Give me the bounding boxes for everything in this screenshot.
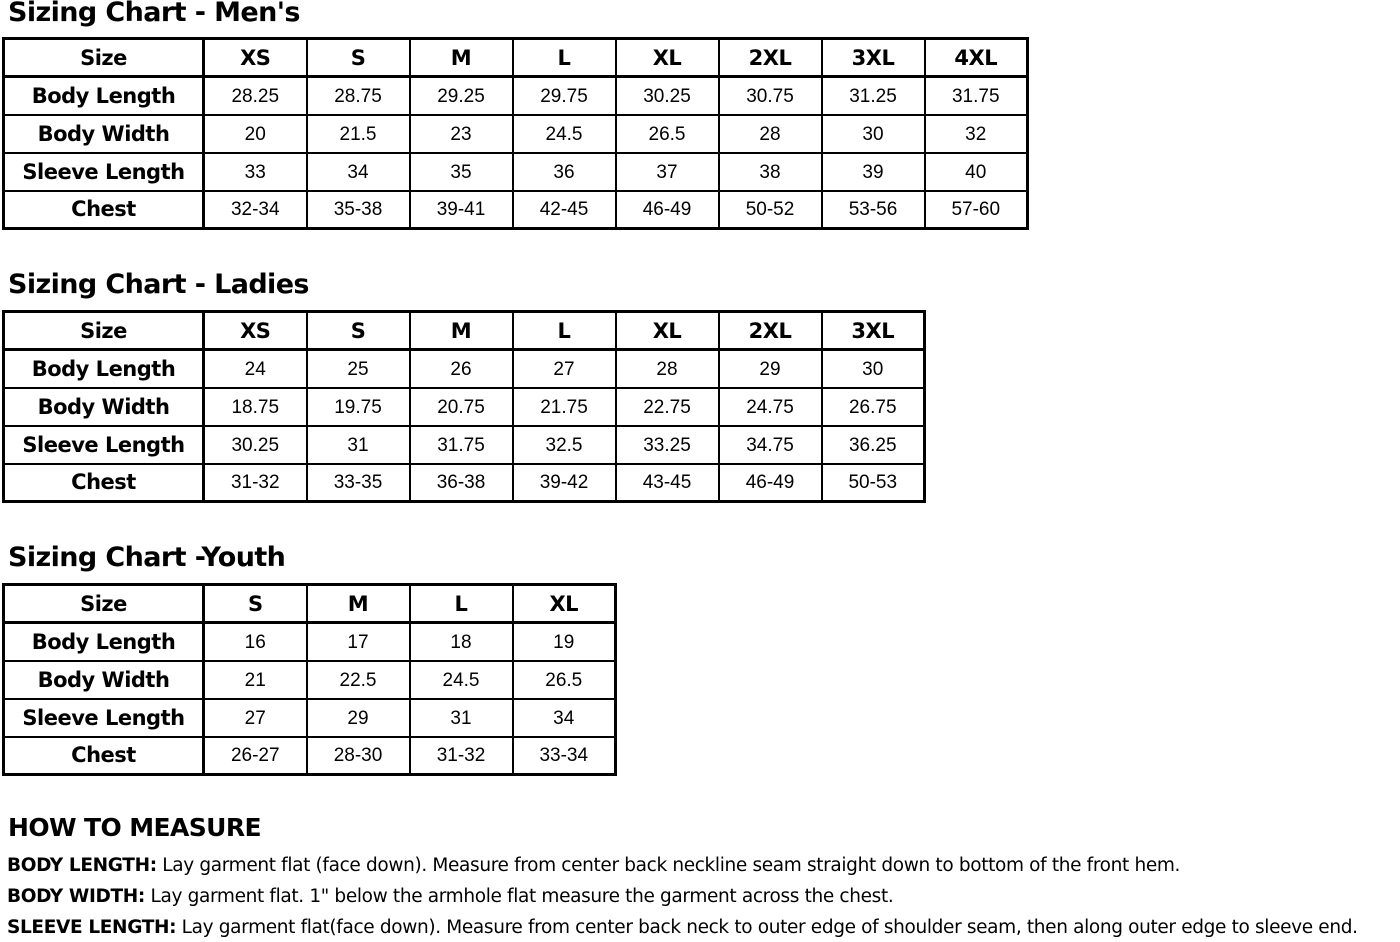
table-cell: 33-34 bbox=[513, 737, 616, 775]
table-cell: 26.75 bbox=[822, 388, 925, 426]
table-cell: 39 bbox=[822, 153, 925, 191]
sizing-table-mens bbox=[2, 37, 1029, 230]
header-row bbox=[4, 39, 1028, 77]
measure-text: Lay garment flat(face down). Measure from center back neck to outer edge of shoulder seam, then along outer edge to sleeve end. bbox=[176, 917, 1358, 938]
table-cell: 57-60 bbox=[925, 191, 1028, 229]
table-row bbox=[4, 115, 1028, 153]
table-cell: 31 bbox=[307, 426, 410, 464]
size-column-header: S bbox=[204, 585, 307, 623]
table-cell: 26.5 bbox=[616, 115, 719, 153]
table-cell: 31.75 bbox=[925, 77, 1028, 115]
size-column-header: S bbox=[307, 312, 410, 350]
table-cell: 50-52 bbox=[719, 191, 822, 229]
size-column-header: 4XL bbox=[925, 39, 1028, 77]
table-cell: 22.75 bbox=[616, 388, 719, 426]
table-cell: 27 bbox=[513, 350, 616, 388]
table-row bbox=[4, 426, 925, 464]
row-label: Chest bbox=[4, 191, 204, 229]
table-cell: 38 bbox=[719, 153, 822, 191]
size-column-header: XL bbox=[616, 39, 719, 77]
table-cell: 32-34 bbox=[204, 191, 307, 229]
table-cell: 33.25 bbox=[616, 426, 719, 464]
table-cell: 18 bbox=[410, 623, 513, 661]
table-cell: 39-42 bbox=[513, 464, 616, 502]
table-cell: 28 bbox=[719, 115, 822, 153]
chart-title-ladies: Sizing Chart - Ladies bbox=[8, 269, 309, 300]
table-row bbox=[4, 699, 616, 737]
table-cell: 25 bbox=[307, 350, 410, 388]
size-column-header: XL bbox=[616, 312, 719, 350]
size-column-header: 3XL bbox=[822, 312, 925, 350]
table-cell: 29 bbox=[307, 699, 410, 737]
row-label: Body Width bbox=[4, 115, 204, 153]
row-label: Chest bbox=[4, 737, 204, 775]
table-row bbox=[4, 77, 1028, 115]
row-label: Body Width bbox=[4, 388, 204, 426]
table-cell: 22.5 bbox=[307, 661, 410, 699]
sizing-table-ladies bbox=[2, 310, 926, 503]
table-cell: 18.75 bbox=[204, 388, 307, 426]
row-label: Sleeve Length bbox=[4, 153, 204, 191]
table-cell: 29.75 bbox=[513, 77, 616, 115]
size-column-header: 2XL bbox=[719, 39, 822, 77]
table-cell: 36 bbox=[513, 153, 616, 191]
table-cell: 23 bbox=[410, 115, 513, 153]
row-label: Body Length bbox=[4, 77, 204, 115]
table-cell: 28.25 bbox=[204, 77, 307, 115]
table-cell: 29 bbox=[719, 350, 822, 388]
row-label: Sleeve Length bbox=[4, 426, 204, 464]
table-row bbox=[4, 464, 925, 502]
table-cell: 50-53 bbox=[822, 464, 925, 502]
table-cell: 39-41 bbox=[410, 191, 513, 229]
table-cell: 46-49 bbox=[616, 191, 719, 229]
table-cell: 24.5 bbox=[513, 115, 616, 153]
table-cell: 20 bbox=[204, 115, 307, 153]
table-cell: 21.5 bbox=[307, 115, 410, 153]
row-label: Body Width bbox=[4, 661, 204, 699]
table-cell: 30.25 bbox=[204, 426, 307, 464]
table-cell: 30 bbox=[822, 115, 925, 153]
table-row bbox=[4, 623, 616, 661]
table-cell: 31 bbox=[410, 699, 513, 737]
table-cell: 31-32 bbox=[410, 737, 513, 775]
size-header-label: Size bbox=[4, 39, 204, 77]
size-column-header: L bbox=[513, 312, 616, 350]
measure-term: SLEEVE LENGTH: bbox=[7, 917, 177, 938]
table-cell: 36.25 bbox=[822, 426, 925, 464]
row-label: Sleeve Length bbox=[4, 699, 204, 737]
table-cell: 19.75 bbox=[307, 388, 410, 426]
table-cell: 24 bbox=[204, 350, 307, 388]
row-label: Body Length bbox=[4, 623, 204, 661]
table-cell: 24.5 bbox=[410, 661, 513, 699]
row-label: Chest bbox=[4, 464, 204, 502]
table-cell: 24.75 bbox=[719, 388, 822, 426]
table-cell: 30.75 bbox=[719, 77, 822, 115]
table-cell: 28-30 bbox=[307, 737, 410, 775]
table-row bbox=[4, 350, 925, 388]
table-cell: 19 bbox=[513, 623, 616, 661]
chart-title-youth: Sizing Chart -Youth bbox=[8, 542, 286, 573]
size-column-header: XS bbox=[204, 312, 307, 350]
table-cell: 33 bbox=[204, 153, 307, 191]
header-row bbox=[4, 585, 616, 623]
table-cell: 35 bbox=[410, 153, 513, 191]
table-cell: 21 bbox=[204, 661, 307, 699]
table-cell: 16 bbox=[204, 623, 307, 661]
table-cell: 26 bbox=[410, 350, 513, 388]
size-column-header: 3XL bbox=[822, 39, 925, 77]
table-cell: 46-49 bbox=[719, 464, 822, 502]
table-cell: 35-38 bbox=[307, 191, 410, 229]
table-row bbox=[4, 737, 616, 775]
table-row bbox=[4, 388, 925, 426]
table-cell: 28.75 bbox=[307, 77, 410, 115]
size-column-header: L bbox=[410, 585, 513, 623]
table-cell: 17 bbox=[307, 623, 410, 661]
size-column-header: M bbox=[307, 585, 410, 623]
table-cell: 34 bbox=[307, 153, 410, 191]
table-cell: 30 bbox=[822, 350, 925, 388]
table-cell: 30.25 bbox=[616, 77, 719, 115]
size-column-header: 2XL bbox=[719, 312, 822, 350]
header-row bbox=[4, 312, 925, 350]
table-cell: 26-27 bbox=[204, 737, 307, 775]
table-cell: 31-32 bbox=[204, 464, 307, 502]
size-column-header: XS bbox=[204, 39, 307, 77]
table-row bbox=[4, 661, 616, 699]
measure-body-length bbox=[7, 853, 1180, 879]
size-header-label: Size bbox=[4, 312, 204, 350]
size-header-label: Size bbox=[4, 585, 204, 623]
size-column-header: S bbox=[307, 39, 410, 77]
table-cell: 27 bbox=[204, 699, 307, 737]
measure-term: BODY LENGTH: bbox=[7, 855, 157, 876]
table-cell: 34.75 bbox=[719, 426, 822, 464]
table-cell: 40 bbox=[925, 153, 1028, 191]
chart-title-mens: Sizing Chart - Men's bbox=[8, 0, 300, 28]
table-cell: 20.75 bbox=[410, 388, 513, 426]
size-column-header: M bbox=[410, 312, 513, 350]
table-cell: 29.25 bbox=[410, 77, 513, 115]
size-column-header: M bbox=[410, 39, 513, 77]
table-cell: 28 bbox=[616, 350, 719, 388]
table-cell: 32 bbox=[925, 115, 1028, 153]
table-cell: 31.75 bbox=[410, 426, 513, 464]
table-cell: 31.25 bbox=[822, 77, 925, 115]
table-cell: 21.75 bbox=[513, 388, 616, 426]
table-cell: 32.5 bbox=[513, 426, 616, 464]
measure-text: Lay garment flat. 1" below the armhole flat measure the garment across the chest. bbox=[144, 886, 894, 907]
table-cell: 26.5 bbox=[513, 661, 616, 699]
measure-body-width bbox=[7, 884, 893, 910]
measure-text: Lay garment flat (face down). Measure from center back neckline seam straight down to bottom of the front hem. bbox=[156, 855, 1181, 876]
table-row bbox=[4, 153, 1028, 191]
measure-sleeve-length bbox=[7, 915, 1358, 941]
table-cell: 37 bbox=[616, 153, 719, 191]
size-column-header: L bbox=[513, 39, 616, 77]
row-label: Body Length bbox=[4, 350, 204, 388]
table-row bbox=[4, 191, 1028, 229]
sizing-table-youth bbox=[2, 583, 617, 776]
table-cell: 36-38 bbox=[410, 464, 513, 502]
table-cell: 34 bbox=[513, 699, 616, 737]
size-column-header: XL bbox=[513, 585, 616, 623]
table-cell: 42-45 bbox=[513, 191, 616, 229]
how-to-measure-title: HOW TO MEASURE bbox=[8, 813, 262, 842]
measure-term: BODY WIDTH: bbox=[7, 886, 145, 907]
table-cell: 53-56 bbox=[822, 191, 925, 229]
table-cell: 43-45 bbox=[616, 464, 719, 502]
table-cell: 33-35 bbox=[307, 464, 410, 502]
